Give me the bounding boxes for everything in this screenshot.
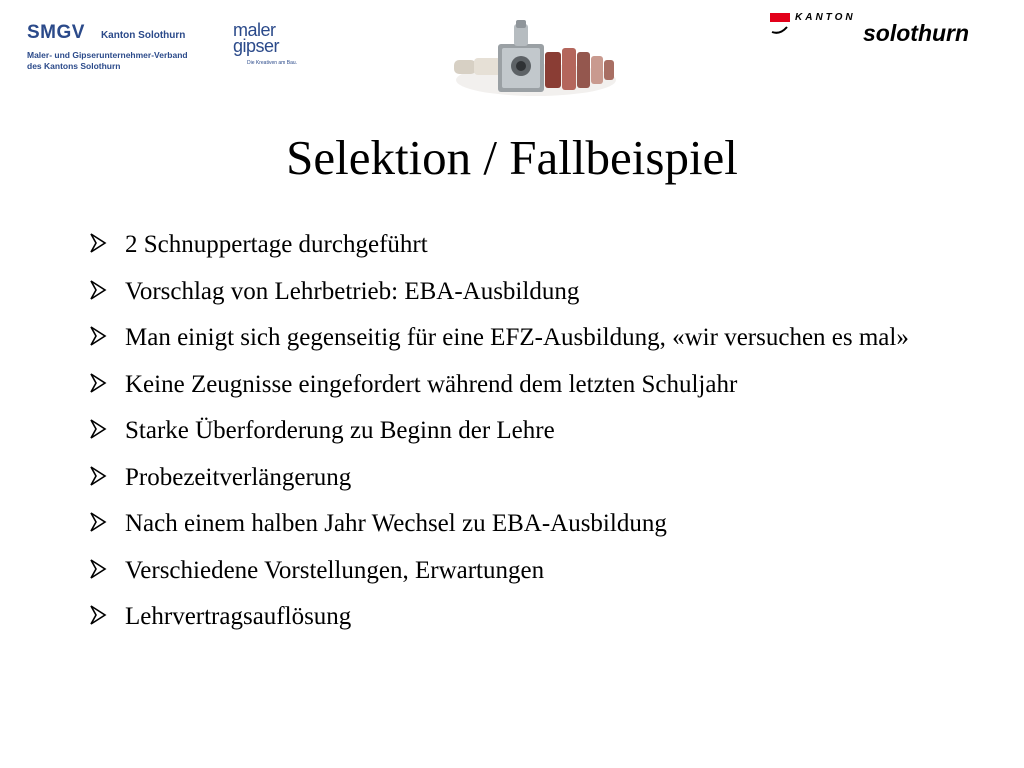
list-item-text: Vorschlag von Lehrbetrieb: EBA-Ausbildung [125, 277, 580, 305]
arrow-bullet-icon [89, 369, 125, 400]
list-item-text: Man einigt sich gegenseitig für eine EFZ-Ausbildung, «wir versuchen es mal» [125, 324, 909, 351]
kanton-label: KANTON [795, 12, 856, 23]
smgv-logo-name: SMGV [27, 22, 85, 43]
kanton-solothurn-emblem-icon [770, 13, 792, 35]
list-item-text: Keine Zeugnisse eingefordert während dem letzten Schuljahr [125, 370, 738, 398]
bullet-list [89, 229, 919, 648]
smgv-logo-kanton: Kanton Solothurn [100, 30, 186, 41]
list-item [89, 229, 919, 260]
smgv-logo [27, 22, 188, 72]
arrow-bullet-icon [89, 462, 125, 493]
arrow-bullet-icon [89, 415, 125, 446]
smgv-logo-line1: Maler- und Gipserunternehmer-Verband [27, 50, 188, 60]
emblem-red-bar [770, 13, 790, 22]
list-item [89, 462, 919, 493]
arrow-bullet-icon [89, 601, 125, 632]
smgv-logo-line2: des Kantons Solothurn [27, 61, 121, 71]
list-item-text: Lehrvertragsauflösung [125, 603, 352, 630]
list-item-text: 2 Schnuppertage durchgeführt [125, 231, 428, 258]
maler-gipser-logo-word2: gipser [233, 36, 280, 56]
solothurn-label: solothurn [863, 20, 970, 46]
list-item [89, 369, 919, 400]
arrow-bullet-icon [89, 508, 125, 539]
list-item-text: Nach einem halben Jahr Wechsel zu EBA-Ausbildung [125, 510, 667, 537]
list-item-text: Starke Überforderung zu Beginn der Lehre [125, 417, 555, 444]
list-item [89, 322, 919, 353]
maler-gipser-logo-claim: Die Kreativen am Bau. [247, 60, 298, 66]
list-item [89, 555, 919, 586]
maler-gipser-logo [233, 22, 297, 66]
list-item [89, 601, 919, 632]
arrow-bullet-icon [89, 276, 125, 307]
kanton-solothurn-logo [770, 8, 1015, 48]
arrow-bullet-icon [89, 322, 125, 353]
list-item [89, 415, 919, 446]
list-item [89, 276, 919, 307]
list-item-text: Probezeitverlängerung [125, 463, 352, 491]
arrow-bullet-icon [89, 229, 125, 260]
slide-title: Selektion / Fallbeispiel [286, 130, 738, 185]
maler-gipser-logo-word1: maler [233, 20, 276, 40]
arrow-bullet-icon [89, 555, 125, 586]
list-item-text: Verschiedene Vorstellungen, Erwartungen [125, 556, 545, 584]
list-item [89, 508, 919, 539]
tools-photo [448, 18, 623, 103]
